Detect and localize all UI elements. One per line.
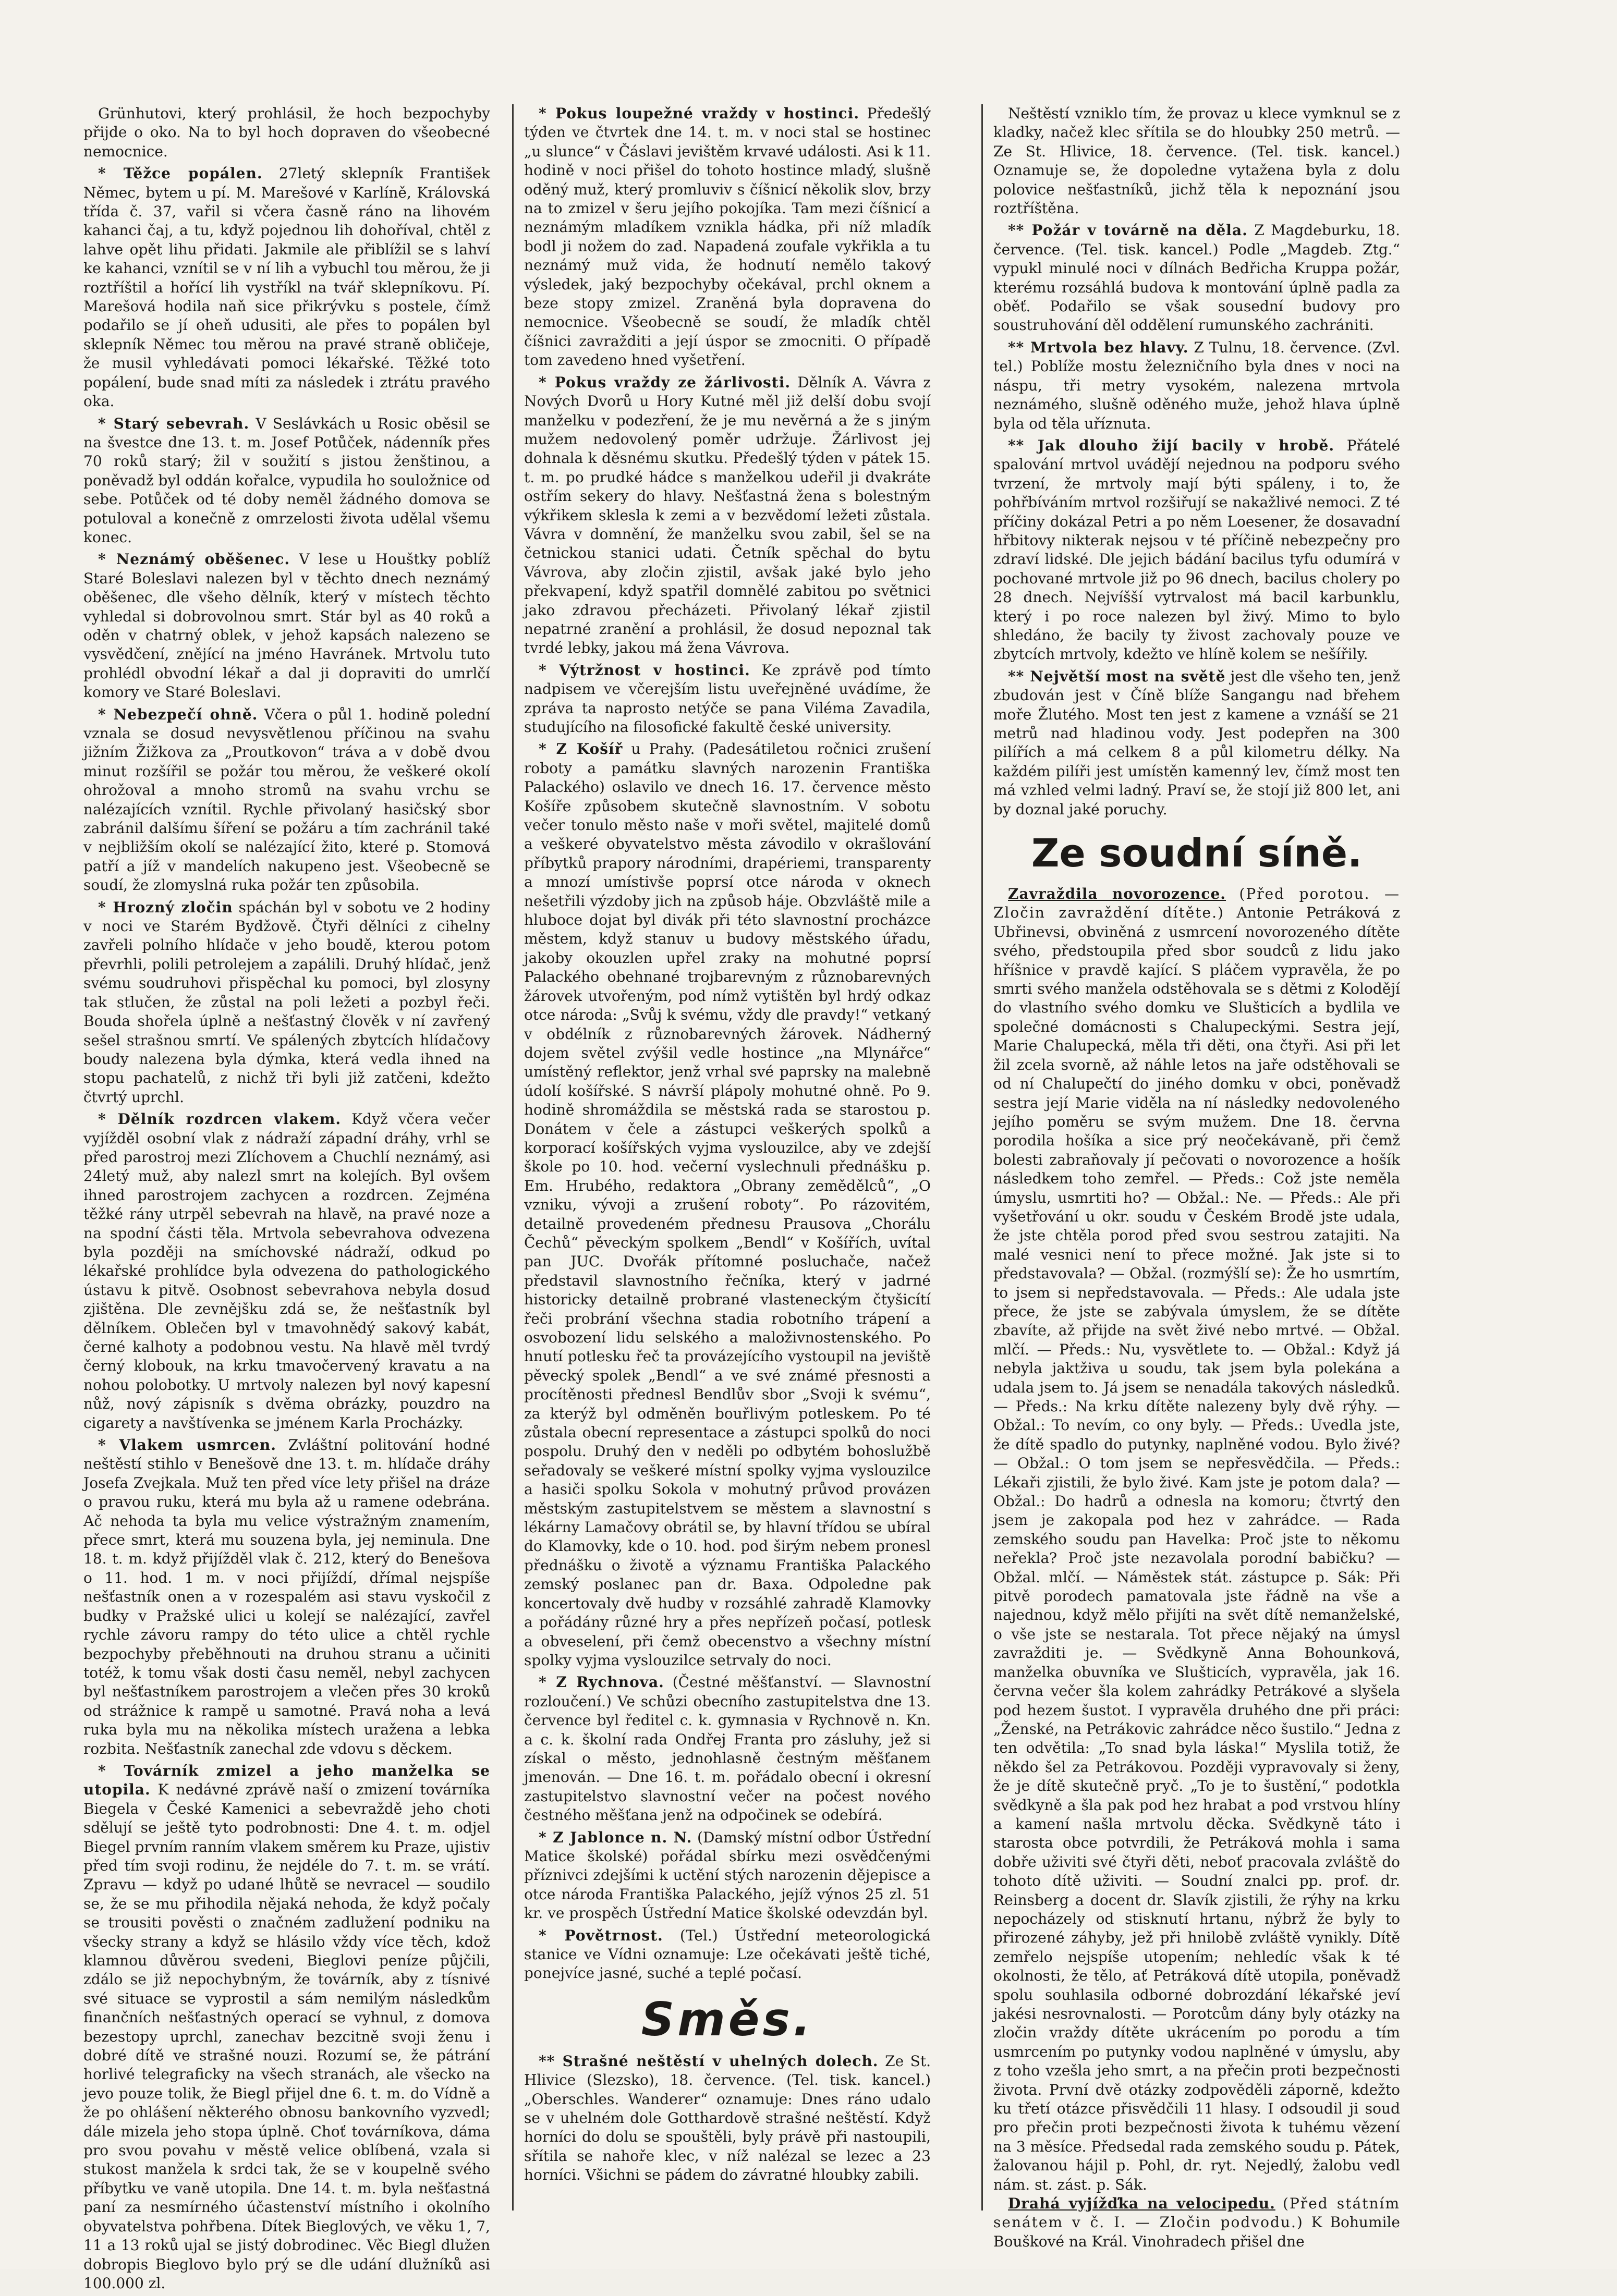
court-report-subtitle: (Před státním senátem v č. I. — Zločin podvodu.) xyxy=(993,2195,1401,2231)
news-item xyxy=(524,1673,931,1825)
news-item-body: Včera o půl 1. hodině polední vznala se dosud nevysvětlenou příčinou na svahu jižním Žižkova za „Proutkovon“ tráva a v době dvou minut rozšířil se požár tou měrou, že veškeré okolí ohrožoval a mnoho stromů na svahu vrchu se nalézajících vznítil. Rychle přivolaný hasičský sbor zabránil dalšímu šíření se požáru a tím zachránil také v nejbližším okolí se nalézající žito, které p. Stomová patří a jíž v mandelích nakupeno jest. Všeobecně se soudí, že zlomyslná ruka požár ten způsobila. xyxy=(83,705,490,894)
news-item-headline: * Nebezpečí ohně. xyxy=(98,705,258,723)
news-item xyxy=(83,164,490,411)
news-item-body: Neštěstí vzniklo tím, že provaz u klece vymknul se z kladky, načež klec sřítila se do hloubky 250 metrů. — Ze St. Hlivice, 18. července. (Tel. tisk. kancel.) Oznamuje se, že dopoledne vytažena byla z dolu polovice nešťastníků, jichž těla k nepoznání jsou roztříštěna. xyxy=(993,105,1400,217)
section-title-court: Ze soudní síně. xyxy=(1031,831,1363,876)
news-item-headline: * Povětrnost. xyxy=(539,1926,663,1944)
news-item xyxy=(83,1762,490,2293)
news-item-headline: * Z Jablonce n. N. xyxy=(539,1828,692,1846)
court-report xyxy=(993,885,1400,2194)
news-item-headline: ** Jak dlouho žijí bacily v hrobě. xyxy=(1008,436,1335,454)
news-item xyxy=(993,104,1400,218)
news-item xyxy=(524,1828,931,1923)
news-item xyxy=(83,550,490,702)
news-item-body: Přátelé spalování mrtvol uvádějí nejednou na podporu svého tvrzení, že mrtvoly mají býti spáleny, i to, že pohřbíváním mrtvol rozšiřují se nakažlivé nemoci. Z té příčiny dokázal Petri a po něm Loesener, že dosavadní hřbitovy nikterak nejsou v té příčině nebezpečny pro zdraví lidské. Dle jejich bádání bacilus tyfu odumírá v pochované mrtvole již po 96 dnech, bacilus cholery po 28 dnech. Nejvíšší vytrvalost má bacil karbunklu, který i po roce nalezen byl živý. Mimo to bylo shledáno, že bacily ty živost zachovaly pouze ve zbytcích mrtvoly, kdežto ve hlíně kolem se nešířily. xyxy=(993,436,1400,663)
news-item xyxy=(524,740,931,1670)
news-item-body: spáchán byl v sobotu ve 2 hodiny v noci ve Starém Bydžově. Čtyři dělníci z cihelny zavřeli polního hlídače v jeho boudě, kterou potom převrhli, polili petrolejem a zapálili. Druhý hlídač, jenž svému soudruhovi přispěchal ku pomoci, byl zlosyny tak stlučen, že zůstal na poli ležeti a pozbyl řeči. Bouda shořela úplně a nešťastný člověk v ní zavřený sešel strašnou smrtí. Ve spálených zbytcích hlídačovy boudy nalezena byla dýmka, která vedla ihned na stopu pachatelů, z nichž tři byli již zatčeni, kdežto čtvrtý uprchl. xyxy=(83,898,490,1106)
news-item xyxy=(524,661,931,737)
news-item xyxy=(993,436,1400,664)
news-item-body: (Čestné měšťanství. — Slavnostní rozloučení.) Ve schůzi obecního zastupitelstva dne 13. července byl ředitel c. k. gymnasia v Rychnově n. Kn. a c. k. školní rada Ondřej Franta pro zásluhy, jež si získal o město, jednohlasně čestným měšťanem jmenován. — Dne 16. t. m. pořádalo obecní i okresní zastupitelstvo slavnostní večer na počest nového čestného měšťana jenž na odpočinek se odebírá. xyxy=(524,1674,931,1824)
news-item-body: Ze St. Hlivice (Slezsko), 18. července. (Tel. tisk. kancel.) „Oberschles. Wanderer“ oznamuje: Dnes ráno udalo se v uhelném dole Gotthardově strašné neštěstí. Když horníci do dolu se spouštěli, byly právě při nastoupili, sřítila se nahoře klec, v níž nalézal se lezec a 23 horníci. Všichni se pádem do závratné hloubky zabili. xyxy=(524,2052,931,2184)
court-report-headline: Zavraždila novorozence. xyxy=(1008,885,1226,903)
news-item-body: Z Magdeburku, 18. července. (Tel. tisk. kancel.) Podle „Magdeb. Ztg.“ vypukl minulé noci v dílnách Bedřicha Kruppa požár, kterému rozsáhlá budova k montování úplně padla za oběť. Podařilo se však sousední budovy pro soustruhování děl oddělení rumunského zachrániti. xyxy=(993,222,1401,334)
news-item-headline: ** Mrtvola bez hlavy. xyxy=(1008,338,1189,356)
column-divider xyxy=(512,104,514,2210)
court-report-body: K Bohumile Bouškové na Král. Vinohradech přišel dne xyxy=(993,2214,1400,2250)
news-item xyxy=(993,338,1400,433)
news-item-headline: * Dělník rozdrcen vlakem. xyxy=(98,1110,342,1128)
news-item-headline: * Továrník zmizel a jeho manželka se utopila. xyxy=(83,1762,490,1799)
news-item-body: Ke zprávě pod tímto nadpisem ve včerejším listu uveřejněné uvádíme, že zpráva ta naprosto netýče se pana Viléma Zavadila, studujícího na filosofické fakultě české university. xyxy=(524,661,931,736)
news-item-body: Zvláštní politování hodné neštěstí stihlo v Benešově dne 13. t. m. hlídače dráhy Josefa Zvejkala. Muž ten před více lety přišel na dráze o pravou ruku, která mu byla až u ramene odebrána. Ač nehoda ta byla mu velice výstražným znamením, přece smrt, která mu souzena byla, jej neminula. Dne 18. t. m. když přijížděl vlak č. 212, který do Benešova o 11. hod. 1 m. v noci přijíždí, dřímal nejspíše nešťastník onen a v rozespalém asi stavu vyskočil z budky v Pražské ulici u kolejí se nalézající, zavřel rychle závoru rampy do této ulice a chtěl rychle bezpochyby přeběhnouti na druhou stranu a učiniti totéž, k tomu však dosti času neměl, nebyl zachycen byl nešťastníkem parostrojem a vlečen přes 30 kroků od strážnice k rampě u samotné. Pravá noha a levá ruka byla mu na několika místech uražena a lebka rozbita. Nešťastník zanechal zde vdovu s děckem. xyxy=(83,1436,490,1757)
news-item-headline: ** Největší most na světě xyxy=(1008,667,1226,685)
news-item-headline: * Starý sebevrah. xyxy=(98,414,250,432)
news-item-headline: * Z Košíř xyxy=(539,740,623,758)
news-item xyxy=(83,104,490,161)
court-report-headline: Drahá vyjížďka na velocipedu. xyxy=(1008,2195,1275,2213)
news-item xyxy=(83,898,490,1107)
news-item-headline: * Z Rychnova. xyxy=(539,1674,664,1691)
column-2 xyxy=(524,104,931,2188)
news-item-body: Grünhutovi, který prohlásil, že hoch bezpochyby přijde o oko. Na to byl hoch dopraven do všeobecné nemocnice. xyxy=(83,105,490,160)
news-item-body: V lese u Houštky poblíž Staré Boleslavi nalezen byl v těchto dnech neznámý oběšenec, dle všeho dělník, který v místech těchto vyhledal si dobrovolnou smrt. Stár byl as 40 roků a oděn v chatrný oblek, v jehož kapsách nalezeno se vysvědčení, znějící na jméno Havránek. Mrtvolu tuto prohlédl obvodní lékař a dal ji dopraviti do umrlčí komory ve Staré Boleslavi. xyxy=(83,551,490,701)
column-divider xyxy=(981,104,983,2210)
news-item-headline: * Výtržnost v hostinci. xyxy=(539,661,750,679)
news-item-body: (Tel.) Ústřední meteorologická stanice ve Vídni oznamuje: Lze očekávati ještě tiché, ponejvíce jasné, suché a teplé počasí. xyxy=(524,1926,931,1982)
news-item-body: (Damský místní odbor Ústřední Matice školské) pořádal sbírku mezi osvědčenými příznivci zdejšími k uctění stých narozenin dějepisce a otce národa Františka Palackého, jejíž výnos 25 zl. 51 kr. ve prospěch Ústřední Matice školské odevzdán byl. xyxy=(524,1828,931,1922)
news-item xyxy=(83,1436,490,1758)
news-item xyxy=(83,414,490,547)
news-item-body: Z Tulnu, 18. července. (Zvl. tel.) Poblíže mostu železničního byla dnes v noci na náspu, tři metry vysokém, nalezena mrtvola neznámého, slušně oděného muže, jehož hlava úplně byla od těla uříznuta. xyxy=(993,338,1401,432)
section-title-smes: Směs. xyxy=(641,1992,814,2046)
news-item-body: u Prahy. (Padesátiletou ročnici zrušení roboty a památku slavných narozenin Františka Palackého) oslavilo ve dnech 16. 17. července město Košíře způsobem skutečně slavnostním. V sobotu večer tonulo město naše v moři světel, majitelé domů a veškeré obyvatelstvo města závodilo v okrašlování příbytků prapory národními, drapériemi, transparenty a mnozí umístivše poprsí otce národa v oknech nešetřili výzdoby jich na způsob háje. Obzvláště mile a hluboce dojat byl divák při této slavnostní procházce městem, když stanuv u budovy městského úřadu, jakoby okouzlen upřel zraky na mohutné poprsí Palackého obehnané trojbarevným z různobarevných žárovek utvořeným, pod nímž vytištěn byl hrdý odkaz otce národa: „Svůj k svému, vždy dle pravdy!“ vetkaný v obdélník z různobarevných žárovek. Nádherný dojem světel zvýšil vedle hostince „na Mlynářce“ umístěný reflektor, jenž vrhal své paprsky na malebně údolí košířské. S návrší plápoly mohutné ohně. Po 9. hodině shromáždila se městská rada se starostou p. Donátem v čele a zástupci veškerých spolků a korporací košířských vyjma vyslouzilce, aby ve zdejší škole po 10. hod. večerní vyslechnuli přednášku p. Em. Hrubého, redaktora „Obrany zemědělců“, „O vzniku, vývoji a zrušení roboty“. Po rázovitém, detailně provedeném přednesu Prausova „Chorálu Čechů“ pěveckým spolkem „Bendl“ v Košířích, uvítal pan JUC. Dvořák přítomné posluchače, načež představil slavnostního řečníka, který v jadrné historicky detailně probrané vlasteneckým čtyšicítí řeči probrání všechna stadia robotního trápení a osvobození lidu selského a maloživnostenského. Po hnutí potlesku řeč ta provázejícího vystoupil na jeviště pěvecký spolek „Bendl“ a ve své známé přesnosti a procítěnosti přednesl Bendlův sbor „Svoji k svému“, za kterýž byl odměněn bouřlivým potleskem. Po té zůstala obecní representace a zástupci spolků do noci pospolu. Druhý den v neděli po odbytém bohoslužbě seřadovaly se veškeré místní spolky vyjma vyslouzilce a hasiči spolku Sokola v mohutný průvod provázen městským zastupitelstvem se městem a slavnostní s lékárny Lamačovy obrátil se, by hlavní třídou se ubíral do Klamovky, kde o 10. hod. pod širým nebem pronesl přednášku o životě a významu Františka Palackého zemský poslanec pan dr. Baxa. Odpoledne pak koncertovaly dvě hudby v rozsáhlé zahradě Klamovky a pořádány různé hry a přes nepřízeň počasí, potlesk a obveselení, při čemž obecenstvo a všechny místní spolky vyjma vyslouzilce setrvaly do noci. xyxy=(524,740,931,1669)
court-report xyxy=(993,2194,1400,2251)
column-1 xyxy=(83,104,490,2296)
news-item-headline: * Pokus vraždy ze žárlivosti. xyxy=(539,373,791,391)
court-report-body: Antonie Petráková z Ubřinevsi, obviněná z usmrcení novorozeného dítěte svého, předstoupila před sbor soudců z lidu jako hříšnice v pravdě kající. S pláčem vypravěla, že po smrti svého manžela odstěhovala se s dětmi z Kolodějí do vlastního svého domku ve Slušticích a bydlila ve společné domácnosti s Chalupeckými. Sestra její, Marie Chalupecká, měla tři děti, ona čtyři. Asi při let žil zcela svorně, až náhle letos na jaře odstěhovali se od ní Chalupečtí do jiného domku v obci, poněvadž sestra její Marie viděla na ní následky nedovoleného jejího poměru se svým mužem. Dne 18. června porodila hošíka a sice prý neočekávaně, při čemž bolesti zabraňovaly jí pečovati o novorozence a hošík následkem toho zemřel. — Předs.: Což jste neměla úmyslu, usmrtiti ho? — Obžal.: Ne. — Předs.: Ale při vyšetřování u okr. soudu v Českém Brodě jste udala, že jste chtěla porod před svou sestrou zatajiti. Na malé vesnici není to přece možné. Jak jste si to představovala? — Obžal. (rozmýšlí se): Že ho usmrtím, to jsem si nepředstavovala. — Předs.: Ale udala jste přece, že jste se zabývala úmyslem, že se dítěte zbavíte, až přijde na svět živé nebo mrtvé. — Obžal. mlčí. — Předs.: Nu, vysvětlete to. — Obžal.: Když já nebyla jaktživa u soudu, tak jsem byla polekána a udala jsem to. Já jsem se nenadála takových následků. — Předs.: Na krku dítěte nalezeny byly dvě rýhy. — Obžal.: To nevím, co ony byly. — Předs.: Uvedla jste, že dítě spadlo do putynky, naplněné vodou. Bylo živé? — Obžal.: O tom jsem se nepřesvědčila. — Předs.: Lékaři zjistili, že bylo živé. Kam jste je potom dala? — Obžal.: Do hadrů a odnesla na komoru; čtvrtý den jsem je zakopala pod hez v zahrádce. — Rada zemského soudu pan Havelka: Proč jste to někomu neřekla? Proč jste nezavolala porodní babičku? — Obžal. mlčí. — Náměstek stát. zástupce p. Sák: Při pitvě porodech pamatovala jste řádně na vše a najednou, když mělo přijíti na svět dítě nemanželské, o vše jste se nestarala. Tot přece nějaký na úmysl zavražditi je. — Svědkyně Anna Bohounková, manželka obuvníka ve Slušticích, vypravěla, jak 16. června večer šla kolem zahrádky Petrákové a slyšela pod hezem šustot. I vypravěla druhého dne při práci: „Ženské, na Petrákovic zahrádce něco šustilo.“ Jedna z ten odvětila: „To snad byla láska!“ Myslila totiž, že někdo šel za Petrákovou. Později vypravovaly si ženy, že je dítě skutečně pryč. „To je to šustění,“ podotkla svědkyně a šla pak pod hez hrabat a pod vrstvou hlíny a kamení našla mrtvolu děcka. Svědkyně táto i starosta obce potvrdili, že Petráková mohla i sama dobře uživiti své čtyři děti, neboť pracovala zvláště do tohoto dítě uživiti. — Soudní znalci pp. prof. dr. Reinsberg a docent dr. Slavík zjistili, že rýhy na krku nepocházely od stisknutí hrtanu, nýbrž že byly to přirozené záhyby, jež při hnilobě zvláště vynikly. Dítě zemřelo nejspíše utopením; nehledíc však k té okolnosti, že tělo, ať Petráková dítě utopila, poněvadž spolu souhlasila odborné dobrozdání lékařské jeví jakési nesrovnalosti. — Porotcům dány byly otázky na zločin vraždy dítěte ukrácením po porodu a tím usmrcením po putynky vodou naplněné v úmyslu, aby z toho vzešla jeho smrt, a na přečin proti bezpečnosti života. První dvě otázky zodpověděli záporně, kdežto ku třetí otázce přisvědčili 11 hlasy. I odsoudil ji soud pro přečin proti bezpečnosti života k tuhému vězení na 3 měsíce. Předsedal rada zemského soudu p. Pátek, žalovanou hájil p. Pohl, dr. ryt. Nejedlý, žalobu vedl nám. st. zást. p. Sák. xyxy=(993,904,1400,2193)
news-item-body: Předešlý týden ve čtvrtek dne 14. t. m. v noci stal se hostinec „u slunce“ v Čáslavi jevištěm krvavé události. Asi k 11. hodině v noci přišel do tohoto hostince mladý, slušně oděný muž, který promluviv s číšnicí několik slov, brzy na to zmizel v šeru jejího pokojíka. Tam mezi číšnicí a neznámým mladíkem vznikla hádka, při níž mladík bodl ji nožem do zad. Napadená zoufale vykřikla a tu neznámý muž vida, že hodnutí nemělo takový výsledek, jaký bezpochyby očekával, prchl oknem a beze stopy zmizel. Zraněná byla dopravena do nemocnice. Všeobecně se soudí, že mladík chtěl číšnici zavražditi a její úspor se zmocniti. O případě tom zavedeno hned vyšetření. xyxy=(524,105,931,369)
news-item-body: V Seslávkách u Rosic oběsil se na švestce dne 13. t. m. Josef Potůček, nádenník přes 70 roků starý; žil v soužití s jistou ženštinou, a poněvadž byl oddán kořalce, vypudila ho souložnice od sebe. Potůček od té doby neměl žádného domova se potuloval a konečně z omrzelosti života udělal všemu konec. xyxy=(83,414,491,546)
news-item-body: Dělník A. Vávra z Nových Dvorů u Hory Kutné měl již delší dobu svojí manželku v podezření, že je mu nevěrná a že s jiným mužem nedovolený poměr udržuje. Žárlivost jej dohnala k děsnému skutku. Předešlý týden v pátek 15. t. m. po prudké hádce s manželkou udeřil ji dvakráte ostřím sekery do hlavy. Nešťastná žena s bolestným výkřikem sklesla k zemi a v bezvědomí ležeti zůstala. Vávra v domnění, že manželku svou zabil, šel se na četnickou stanici udati. Četník spěchal do bytu Vávrova, aby zločin zjistil, avšak jaké bylo jeho překvapení, když spatřil domnělé zabitou po světnici jako zdravou přecházeti. Přivolaný lékař zjistil nepatrné zranění a prohlásil, že dosud nepoznal tak tvrdé lebky, jakou má žena Vávrova. xyxy=(524,373,931,657)
news-item-body: Když včera večer vyjížděl osobní vlak z nádraží západní dráhy, vrhl se před parostroj mezi Zlíchovem a Chuchlí neznámý, asi 24letý muž, aby nalezl smrt na kolejích. Byl ovšem ihned parostrojem zachycen a rozdrcen. Zejména těžké rány utrpěl sebevrah na hlavě, na pravé noze a na spodní části těla. Mrtvola sebevrahova odvezena byla později na smíchovské nádraží, odkud po lékařské prohlídce byla odvezena do pathologického ústavu k pitvě. Osobnost sebevrahova nebyla dosud zjištěna. Dle zevnějšku zdá se, že nešťastník byl dělníkem. Oblečen byl v tmavohnědý sakový kabát, černé kalhoty a podobnou vestu. Na hlavě měl tvrdý černý klobouk, na krku tmavočervený kravatu a na nohou polobotky. U mrtvoly nalezen byl nový kapesní nůž, nový zápisník s dvěma obrázky, pouzdro na cigarety a navštívenka se jménem Karla Procházky. xyxy=(83,1110,491,1432)
news-item xyxy=(83,1110,490,1433)
news-item xyxy=(993,221,1400,335)
news-item-headline: * Hrozný zločin xyxy=(98,898,233,916)
news-item-headline: * Neznámý oběšenec. xyxy=(98,551,290,568)
news-item-headline: ** Strašné neštěstí v uhelných dolech. xyxy=(539,2052,879,2070)
news-item-headline: * Těžce popálen. xyxy=(98,165,263,182)
news-item xyxy=(524,1926,931,1983)
news-item-body: jest dle všeho ten, jenž zbudován jest v Číně blíže Sangangu nad břehem moře Žlutého. Most ten jest z kamene a vznáší se 21 metrů nad hladinou vody. Jest podepřen na 300 pilířích a má celkem 8 a půl kilometru délky. Na každém pilíři jest umístěn kamenný lev, čímž most ten má vzhled velmi ladný. Praví se, že stojí již 800 let, ani by doznal jaké poruchy. xyxy=(993,667,1400,818)
news-item-body: K nedávné zprávě naší o zmizení továrníka Biegela v České Kamenici a sebevraždě jeho choti sdělují se ještě tyto podrobnosti: Dne 4. t. m. odjel Biegel prvním ranním vlakem směrem ku Praze, ujistiv před tím svoji rodinu, že nejdéle do 7. t. m. se vrátí. Zpravu — když po udané lhůtě se nevracel — soudilo se, že se mu přihodila nějaká nehoda, že když počaly se trousiti pověsti o značném zadlužení podniku na všecky strany a když se hlásilo vždy více těch, kdož klamnou důvěrou svedeni, Bieglovi peníze půjčili, zdálo se již nepochybným, že továrník, aby z tísnivé své situace se vyprostil a sám nemilým následkům finančních nešťastných operací se vyhnul, z domova bezestopy uprchl, zanechav bezcitně svoji ženu i dobré dítě ve strašné nouzi. Rozumí se, že pátrání horlivé telegraficky na všech stranách, ale všecko na jevo pouze tolik, že Biegl přijel dne 6. t. m. do Vídně a že po ohlášení některého obnosu bankovního vyzvedl; dále mizela jeho stopa úplně. Choť továrníkova, dáma pro svou povahu v městě velice oblíbená, vzala si stukost manžela k srdci tak, že se v koupelně svého příbytku ve vaně utopila. Dne 14. t. m. byla nešťastná paní za nesmírného účastenství místního i okolního obyvatelstva pohřbena. Dítek Bieglových, ve věku 1, 7, 11 a 13 roků ujal se jistý dobrodinec. Věc Biegl dlužen dobropis Bieglovo bylo prý se dle udání dlužníků asi 100.000 zl. xyxy=(83,1781,490,2292)
news-item xyxy=(993,667,1400,819)
news-item-headline: * Vlakem usmrcen. xyxy=(98,1436,276,1454)
news-item-headline: * Pokus loupežné vraždy v hostinci. xyxy=(539,105,860,122)
news-item xyxy=(524,2052,931,2185)
news-item xyxy=(524,373,931,658)
column-3 xyxy=(993,104,1400,2251)
news-item xyxy=(83,705,490,895)
news-item-body: 27letý sklepník František Němec, bytem u pí. M. Marešové v Karlíně, Královská třída č. 37, vařil si včera časně ráno na lihovém kahanci čaj, a tu, když pojednou lih dohoříval, chtěl z lahve opět lihu přidati. Jakmile ale přiblížil se s lahví ke kahanci, vznítil se v ní lih a vybuchl tou měrou, že ji roztříštil a hořící lih vystříkl na tvář sklepníkovu. Pí. Marešová hodila naň sice přikrývku s postele, čímž podařilo se jí oheň udusiti, ale přes to popálen byl sklepník Němec tou měrou na pravé straně obličeje, že musil vyhledávati pomoci lékařské. Těžké toto popálení, bude snad míti za následek i ztrátu pravého oka. xyxy=(83,165,490,410)
news-item xyxy=(524,104,931,370)
news-item-headline: ** Požár v továrně na děla. xyxy=(1008,222,1248,239)
court-report-subtitle: (Před porotou. — Zločin zavraždění dítěte.) xyxy=(993,885,1401,922)
